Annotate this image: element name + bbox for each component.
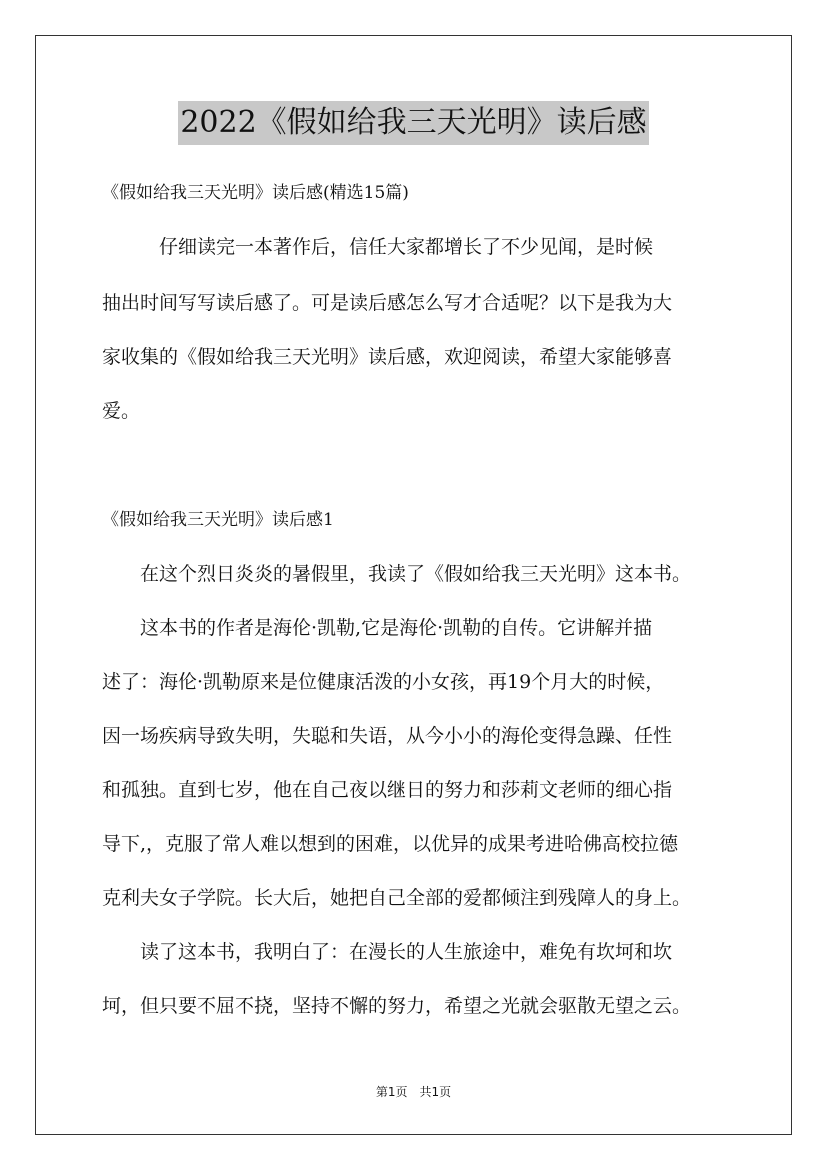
body-line: 述了：海伦·凯勒原来是位健康活泼的小女孩，再19个月大的时候，: [102, 671, 665, 693]
section-heading: 《假如给我三天光明》读后感1: [102, 510, 334, 530]
intro-line: 仔细读完一本著作后，信任大家都增长了不少见闻，是时候: [102, 236, 654, 258]
body-line: 和孤独。直到七岁，他在自己夜以继日的努力和莎莉文老师的细心指: [102, 779, 673, 801]
title-wrap: [0, 101, 827, 145]
document-title: 2022《假如给我三天光明》读后感: [178, 101, 648, 145]
body-line: 因一场疾病导致失明，失聪和失语，从今小小的海伦变得急躁、任性: [102, 725, 673, 747]
body-line: 读了这本书，我明白了：在漫长的人生旅途中，难免有坎坷和坎: [102, 941, 673, 963]
body-line: 在这个烈日炎炎的暑假里，我读了《假如给我三天光明》这本书。: [102, 563, 692, 585]
body-line: 克利夫女子学院。长大后，她把自己全部的爱都倾注到残障人的身上。: [102, 887, 692, 909]
body-line: 这本书的作者是海伦·凯勒,它是海伦·凯勒的自传。它讲解并描: [102, 617, 653, 639]
page-footer: 第1页 共1页: [375, 1085, 452, 1099]
body-line: 导下,，克服了常人难以想到的困难，以优异的成果考进哈佛高校拉德: [102, 833, 679, 855]
intro-line: 家收集的《假如给我三天光明》读后感，欢迎阅读，希望大家能够喜: [102, 346, 673, 368]
intro-line: 抽出时间写写读后感了。可是读后感怎么写才合适呢？以下是我为大: [102, 292, 673, 314]
subtitle: 《假如给我三天光明》读后感(精选15篇): [102, 183, 409, 203]
intro-line: 爱。: [102, 400, 141, 422]
body-line: 坷，但只要不屈不挠，坚持不懈的努力，希望之光就会驱散无望之云。: [102, 995, 692, 1017]
